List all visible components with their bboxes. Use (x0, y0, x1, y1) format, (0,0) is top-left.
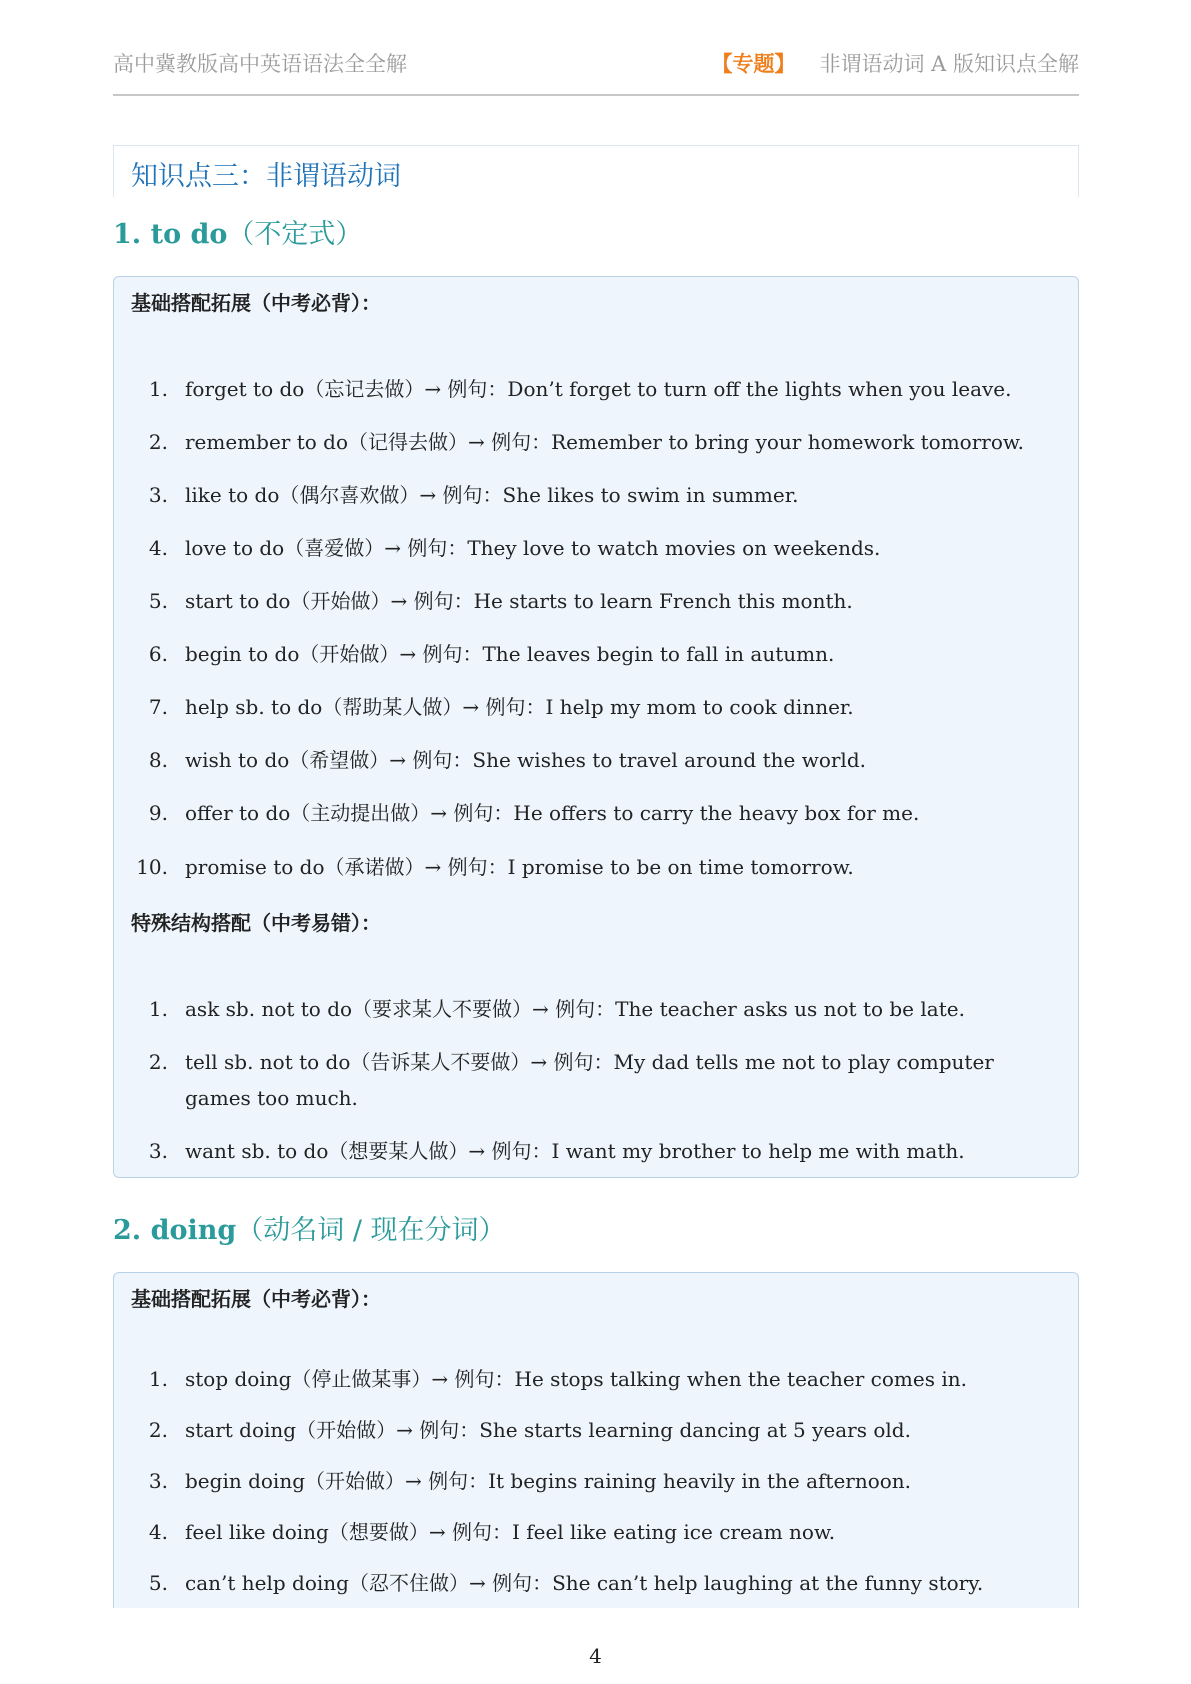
header-book-title: 高中冀教版高中英语语法全全解 (113, 52, 407, 76)
section-box-doing (113, 1272, 1079, 1608)
item-text: promise to do（承诺做）→ 例句：I promise to be on time tomorrow. (185, 855, 854, 879)
page-number: 4 (589, 1644, 602, 1668)
header-topic-title: 非谓语动词 A 版知识点全解 (819, 52, 1079, 76)
header-tag: 【专题】 (711, 52, 796, 76)
item-number: 10. (136, 855, 168, 879)
item-text: help sb. to do（帮助某人做）→ 例句：I help my mom to cook dinner. (185, 695, 854, 719)
item-text: start to do（开始做）→ 例句：He starts to learn French this month. (185, 589, 853, 613)
item-text: feel like doing（想要做）→ 例句：I feel like eating ice cream now. (185, 1520, 836, 1544)
item-text: offer to do（主动提出做）→ 例句：He offers to carry the heavy box for me. (185, 801, 920, 825)
item-number: 2. (148, 430, 168, 454)
item-number: 8. (148, 748, 168, 772)
header-topic (711, 48, 1079, 78)
item-number: 7. (148, 695, 168, 719)
item-number: 4. (148, 1520, 168, 1544)
item-number: 1. (148, 997, 168, 1021)
item-text: remember to do（记得去做）→ 例句：Remember to bring your homework tomorrow. (185, 430, 1024, 454)
item-number: 3. (148, 1469, 168, 1493)
item-number: 1. (148, 1367, 168, 1391)
section-term-cn: （不定式） (227, 219, 363, 250)
knowledge-point-title: 知识点三：非谓语动词 (131, 161, 401, 192)
knowledge-point-title-box (113, 145, 1079, 197)
item-text: stop doing（停止做某事）→ 例句：He stops talking when the teacher comes in. (185, 1367, 967, 1391)
item-number: 4. (148, 536, 168, 560)
section-number: 1. (113, 219, 142, 250)
item-number: 2. (148, 1418, 168, 1442)
item-text: start doing（开始做）→ 例句：She starts learning dancing at 5 years old. (185, 1418, 911, 1442)
group-heading: 基础搭配拓展（中考必背）： (131, 291, 381, 315)
item-number: 9. (148, 801, 168, 825)
item-text: tell sb. not to do（告诉某人不要做）→ 例句：My dad tells me not to play computer games too much. (185, 1050, 994, 1110)
section-heading-to-do (113, 212, 362, 251)
item-number: 6. (148, 642, 168, 666)
item-number: 5. (148, 1571, 168, 1595)
section-term: to do (150, 219, 228, 250)
item-text: can’t help doing（忍不住做）→ 例句：She can’t help laughing at the funny story. (185, 1571, 984, 1595)
group-heading: 基础搭配拓展（中考必背）： (131, 1287, 381, 1311)
group-heading: 特殊结构搭配（中考易错）： (131, 911, 381, 935)
item-number: 3. (148, 1139, 168, 1163)
item-text: forget to do（忘记去做）→ 例句：Don’t forget to turn off the lights when you leave. (185, 377, 1012, 401)
item-text: ask sb. not to do（要求某人不要做）→ 例句：The teacher asks us not to be late. (185, 997, 965, 1021)
item-text: love to do（喜爱做）→ 例句：They love to watch movies on weekends. (185, 536, 881, 560)
item-number: 5. (148, 589, 168, 613)
item-number: 1. (148, 377, 168, 401)
page-header (113, 44, 1079, 96)
section-heading-doing (113, 1208, 506, 1247)
item-text: begin doing（开始做）→ 例句：It begins raining heavily in the afternoon. (185, 1469, 912, 1493)
section-term: doing (150, 1215, 237, 1246)
item-text: like to do（偶尔喜欢做）→ 例句：She likes to swim in summer. (185, 483, 799, 507)
section-number: 2. (113, 1215, 142, 1246)
item-number: 3. (148, 483, 168, 507)
section-box-to-do (113, 276, 1079, 1178)
item-number: 2. (148, 1050, 168, 1074)
item-text: want sb. to do（想要某人做）→ 例句：I want my brother to help me with math. (185, 1139, 965, 1163)
section-term-cn: （动名词 / 现在分词） (236, 1215, 506, 1246)
item-text: wish to do（希望做）→ 例句：She wishes to travel around the world. (185, 748, 866, 772)
item-text: begin to do（开始做）→ 例句：The leaves begin to fall in autumn. (185, 642, 835, 666)
